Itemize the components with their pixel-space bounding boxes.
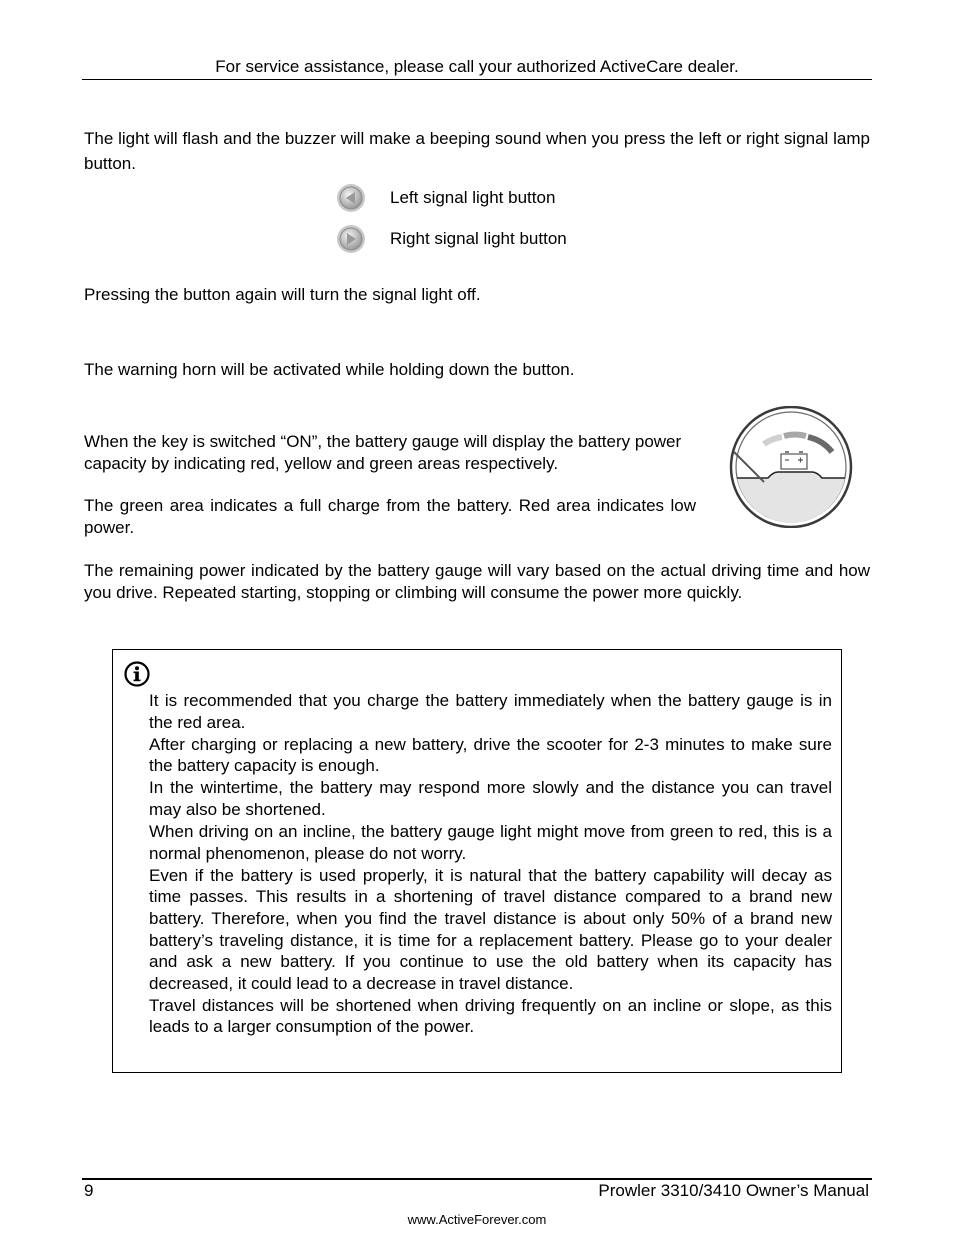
note-item: Travel distances will be shortened when driving frequently on an incline or slope, as this leads to a larger consumption of the power. [149, 995, 832, 1037]
battery-paragraph-2: The green area indicates a full charge from the battery. Red area indicates low power. [84, 496, 696, 537]
info-icon [124, 661, 150, 687]
note-item: After charging or replacing a new battery, drive the scooter for 2-3 minutes to make sure the battery capacity is enough. [149, 734, 832, 776]
battery-paragraph-1: When the key is switched “ON”, the battery gauge will display the battery power capacity by indicating red, yellow and green areas respectively. [84, 432, 682, 473]
note-item: In the wintertime, the battery may respond more slowly and the distance you can travel may also be shortened. [149, 778, 832, 819]
right-signal-label: Right signal light button [390, 229, 567, 248]
left-arrow-button-icon [336, 183, 366, 213]
horn-paragraph: The warning horn will be activated while holding down the button. [84, 360, 575, 379]
left-signal-row [336, 182, 555, 214]
battery-gauge-icon [728, 406, 854, 528]
website-url: www.ActiveForever.com [407, 1212, 547, 1227]
battery-note-list [149, 690, 832, 1039]
header-divider [82, 79, 872, 80]
signal-intro-paragraph: The light will flash and the buzzer will make a beeping sound when you press the left or right signal lamp button. [84, 129, 870, 173]
left-signal-label: Left signal light button [390, 188, 556, 207]
manual-title: Prowler 3310/3410 Owner’s Manual [598, 1181, 869, 1200]
note-item: It is recommended that you charge the battery immediately when the battery gauge is in the red area. [149, 691, 832, 732]
battery-paragraph-3: The remaining power indicated by the battery gauge will vary based on the actual driving time and how you drive. Repeated starting, stopping or climbing will consume the power more quickly. [84, 561, 870, 602]
signal-off-paragraph: Pressing the button again will turn the signal light off. [84, 285, 481, 304]
right-arrow-button-icon [336, 224, 366, 254]
note-item: Even if the battery is used properly, it is natural that the battery capability will decay as time passes. This results in a shortening of travel distance compared to a brand new battery. Therefore, when you find the travel distance is about only 50% of a brand new battery’s traveling distance, it is time for a replacement battery. Please go to your dealer and ask a new battery. If you continue to use the old battery when its capacity has decreased, it could lead to a decrease in travel distance. [149, 865, 832, 993]
note-item: When driving on an incline, the battery gauge light might move from green to red, this is a normal phenomenon, please do not worry. [149, 822, 832, 863]
right-signal-row [336, 223, 567, 255]
footer-divider [82, 1178, 872, 1180]
page-number: 9 [84, 1181, 94, 1200]
header-service-note: For service assistance, please call your authorized ActiveCare dealer. [215, 57, 739, 76]
